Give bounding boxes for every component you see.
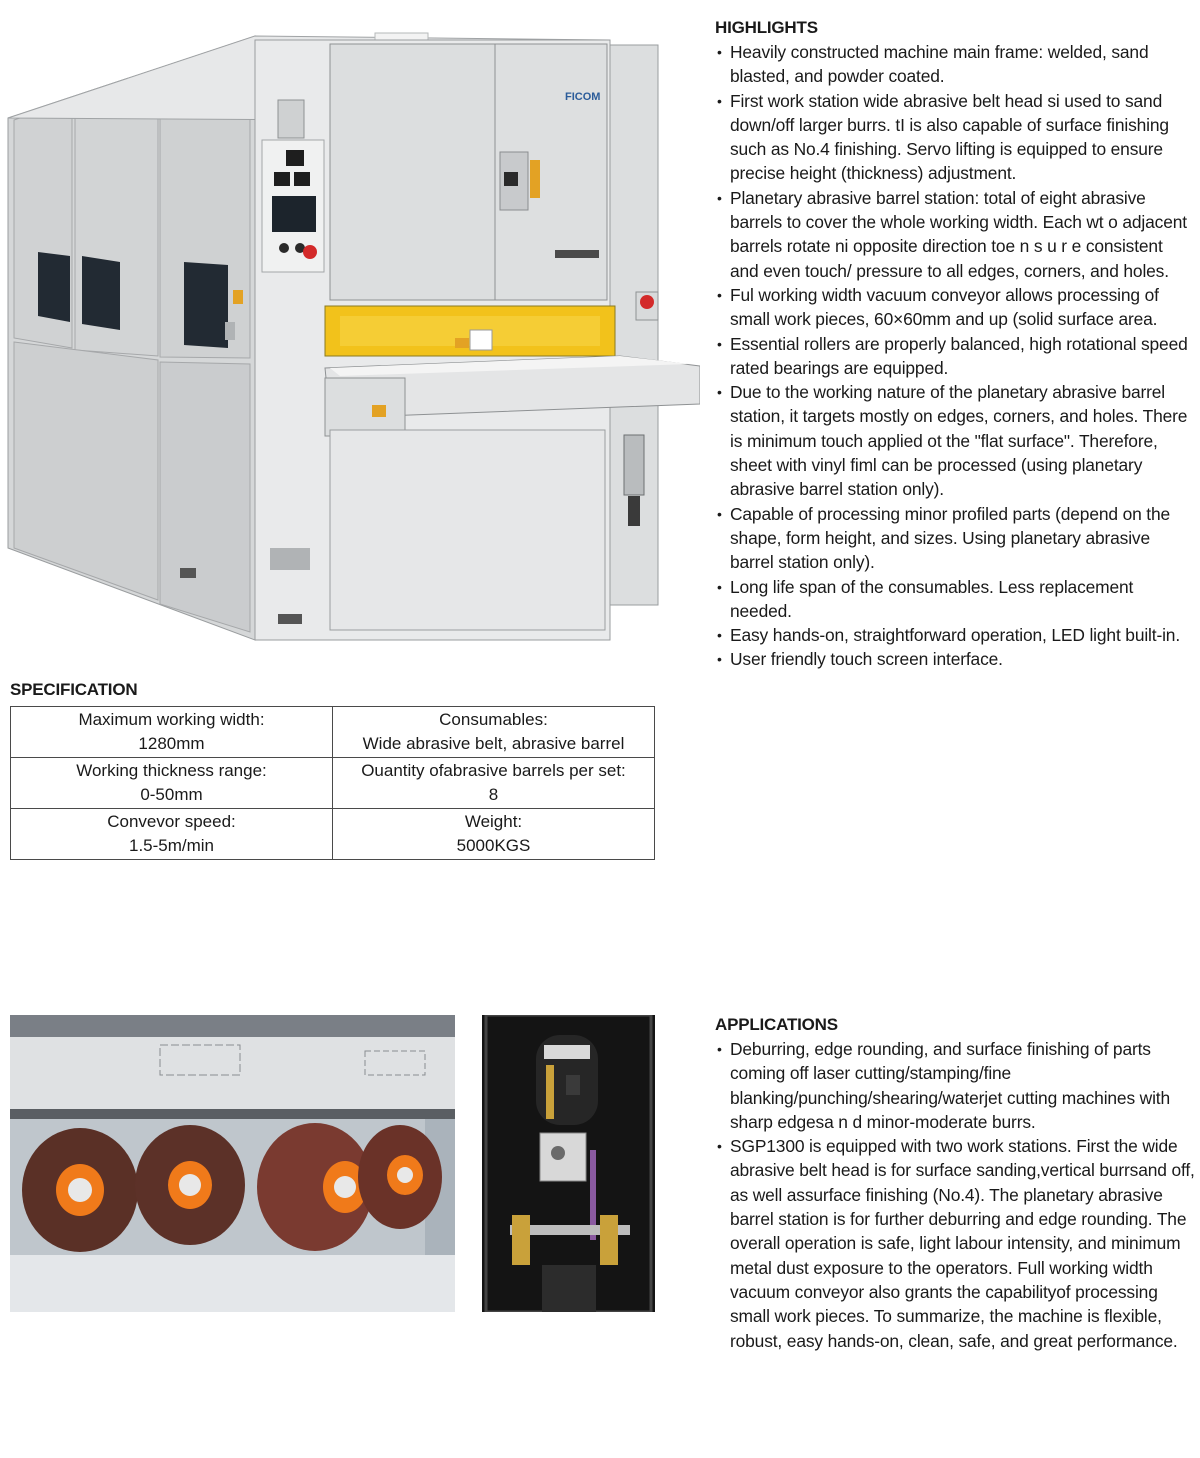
list-item: • Long life span of the consumables. Less replacement needed. [715, 575, 1195, 624]
list-item: • Essential rollers are properly balanced, high rotational speed rated bearings are equipped. [715, 332, 1195, 381]
spec-cell: Ouantity ofabrasive barrels per set: 8 [333, 758, 655, 809]
list-item: • Due to the working nature of the planetary abrasive barrel station, it targets mostly on edges, corners, and holes. There is minimum touch applied ot the "flat surface". Therefore, sheet with vinyl fiml can be processed (using planetary abrasive barrel station only). [715, 380, 1195, 501]
table-row [11, 758, 655, 809]
list-item: • User friendly touch screen interface. [715, 647, 1195, 671]
highlights-list [715, 40, 1195, 672]
list-item: • Heavily constructed machine main frame: welded, sand blasted, and powder coated. [715, 40, 1195, 89]
machine-photo [0, 0, 700, 660]
list-item: • Capable of processing minor profiled parts (depend on the shape, form height, and sizes. Using planetary abrasive barrel station only). [715, 502, 1195, 575]
table-row [11, 707, 655, 758]
highlights-title: HIGHLIGHTS [715, 18, 818, 37]
specification-title: SPECIFICATION [10, 680, 138, 699]
list-item: • Planetary abrasive barrel station: total of eight abrasive barrels to cover the whole working width. Each wt o adjacent barrels rotate ni opposite direction toe n s u r e consistent and even touch/ pressure to all edges, corners, and holes. [715, 186, 1195, 283]
spec-cell: Weight: 5000KGS [333, 809, 655, 860]
applications-list [715, 1037, 1195, 1353]
spec-cell: Maximum working width: 1280mm [11, 707, 333, 758]
table-row [11, 809, 655, 860]
highlights-section [715, 16, 1195, 672]
list-item: • Deburring, edge rounding, and surface finishing of parts coming off laser cutting/stamping/fine blanking/punching/shearing/waterjet cutting machines with sharp edgesa n d minor-moderate burrs. [715, 1037, 1195, 1134]
list-item: • SGP1300 is equipped with two work stations. First the wide abrasive belt head is for surface sanding,vertical burrsand off, as well assurface finishing (No.4). The planetary abrasive barrel station is for further deburring and edge rounding. The overall operation is safe, light labour intensity, and minimum metal dust exposure to the operators. Full working width vacuum conveyor also grants the capabilityof processing small work pieces. To summarize, the machine is flexible, robust, easy hands-on, clean, safe, and great performance. [715, 1134, 1195, 1353]
applications-title: APPLICATIONS [715, 1015, 838, 1034]
list-item: • First work station wide abrasive belt head si used to sand down/off larger burrs. tI is also capable of surface finishing such as No.4 finishing. Servo lifting is equipped to ensure precise height (thickness) adjustment. [715, 89, 1195, 186]
station-interior-photo [482, 1015, 655, 1312]
spec-cell: Consumables: Wide abrasive belt, abrasive barrel [333, 707, 655, 758]
brand-logo: FICOM [565, 91, 601, 103]
specification-table [10, 706, 655, 860]
spec-cell: Convevor speed: 1.5-5m/min [11, 809, 333, 860]
applications-section [715, 1013, 1195, 1353]
spec-cell: Working thickness range: 0-50mm [11, 758, 333, 809]
list-item: • Ful working width vacuum conveyor allows processing of small work pieces, 60×60mm and up (solid surface area. [715, 283, 1195, 332]
abrasive-barrels-photo [10, 1015, 455, 1312]
list-item: • Easy hands-on, straightforward operation, LED light built-in. [715, 623, 1195, 647]
